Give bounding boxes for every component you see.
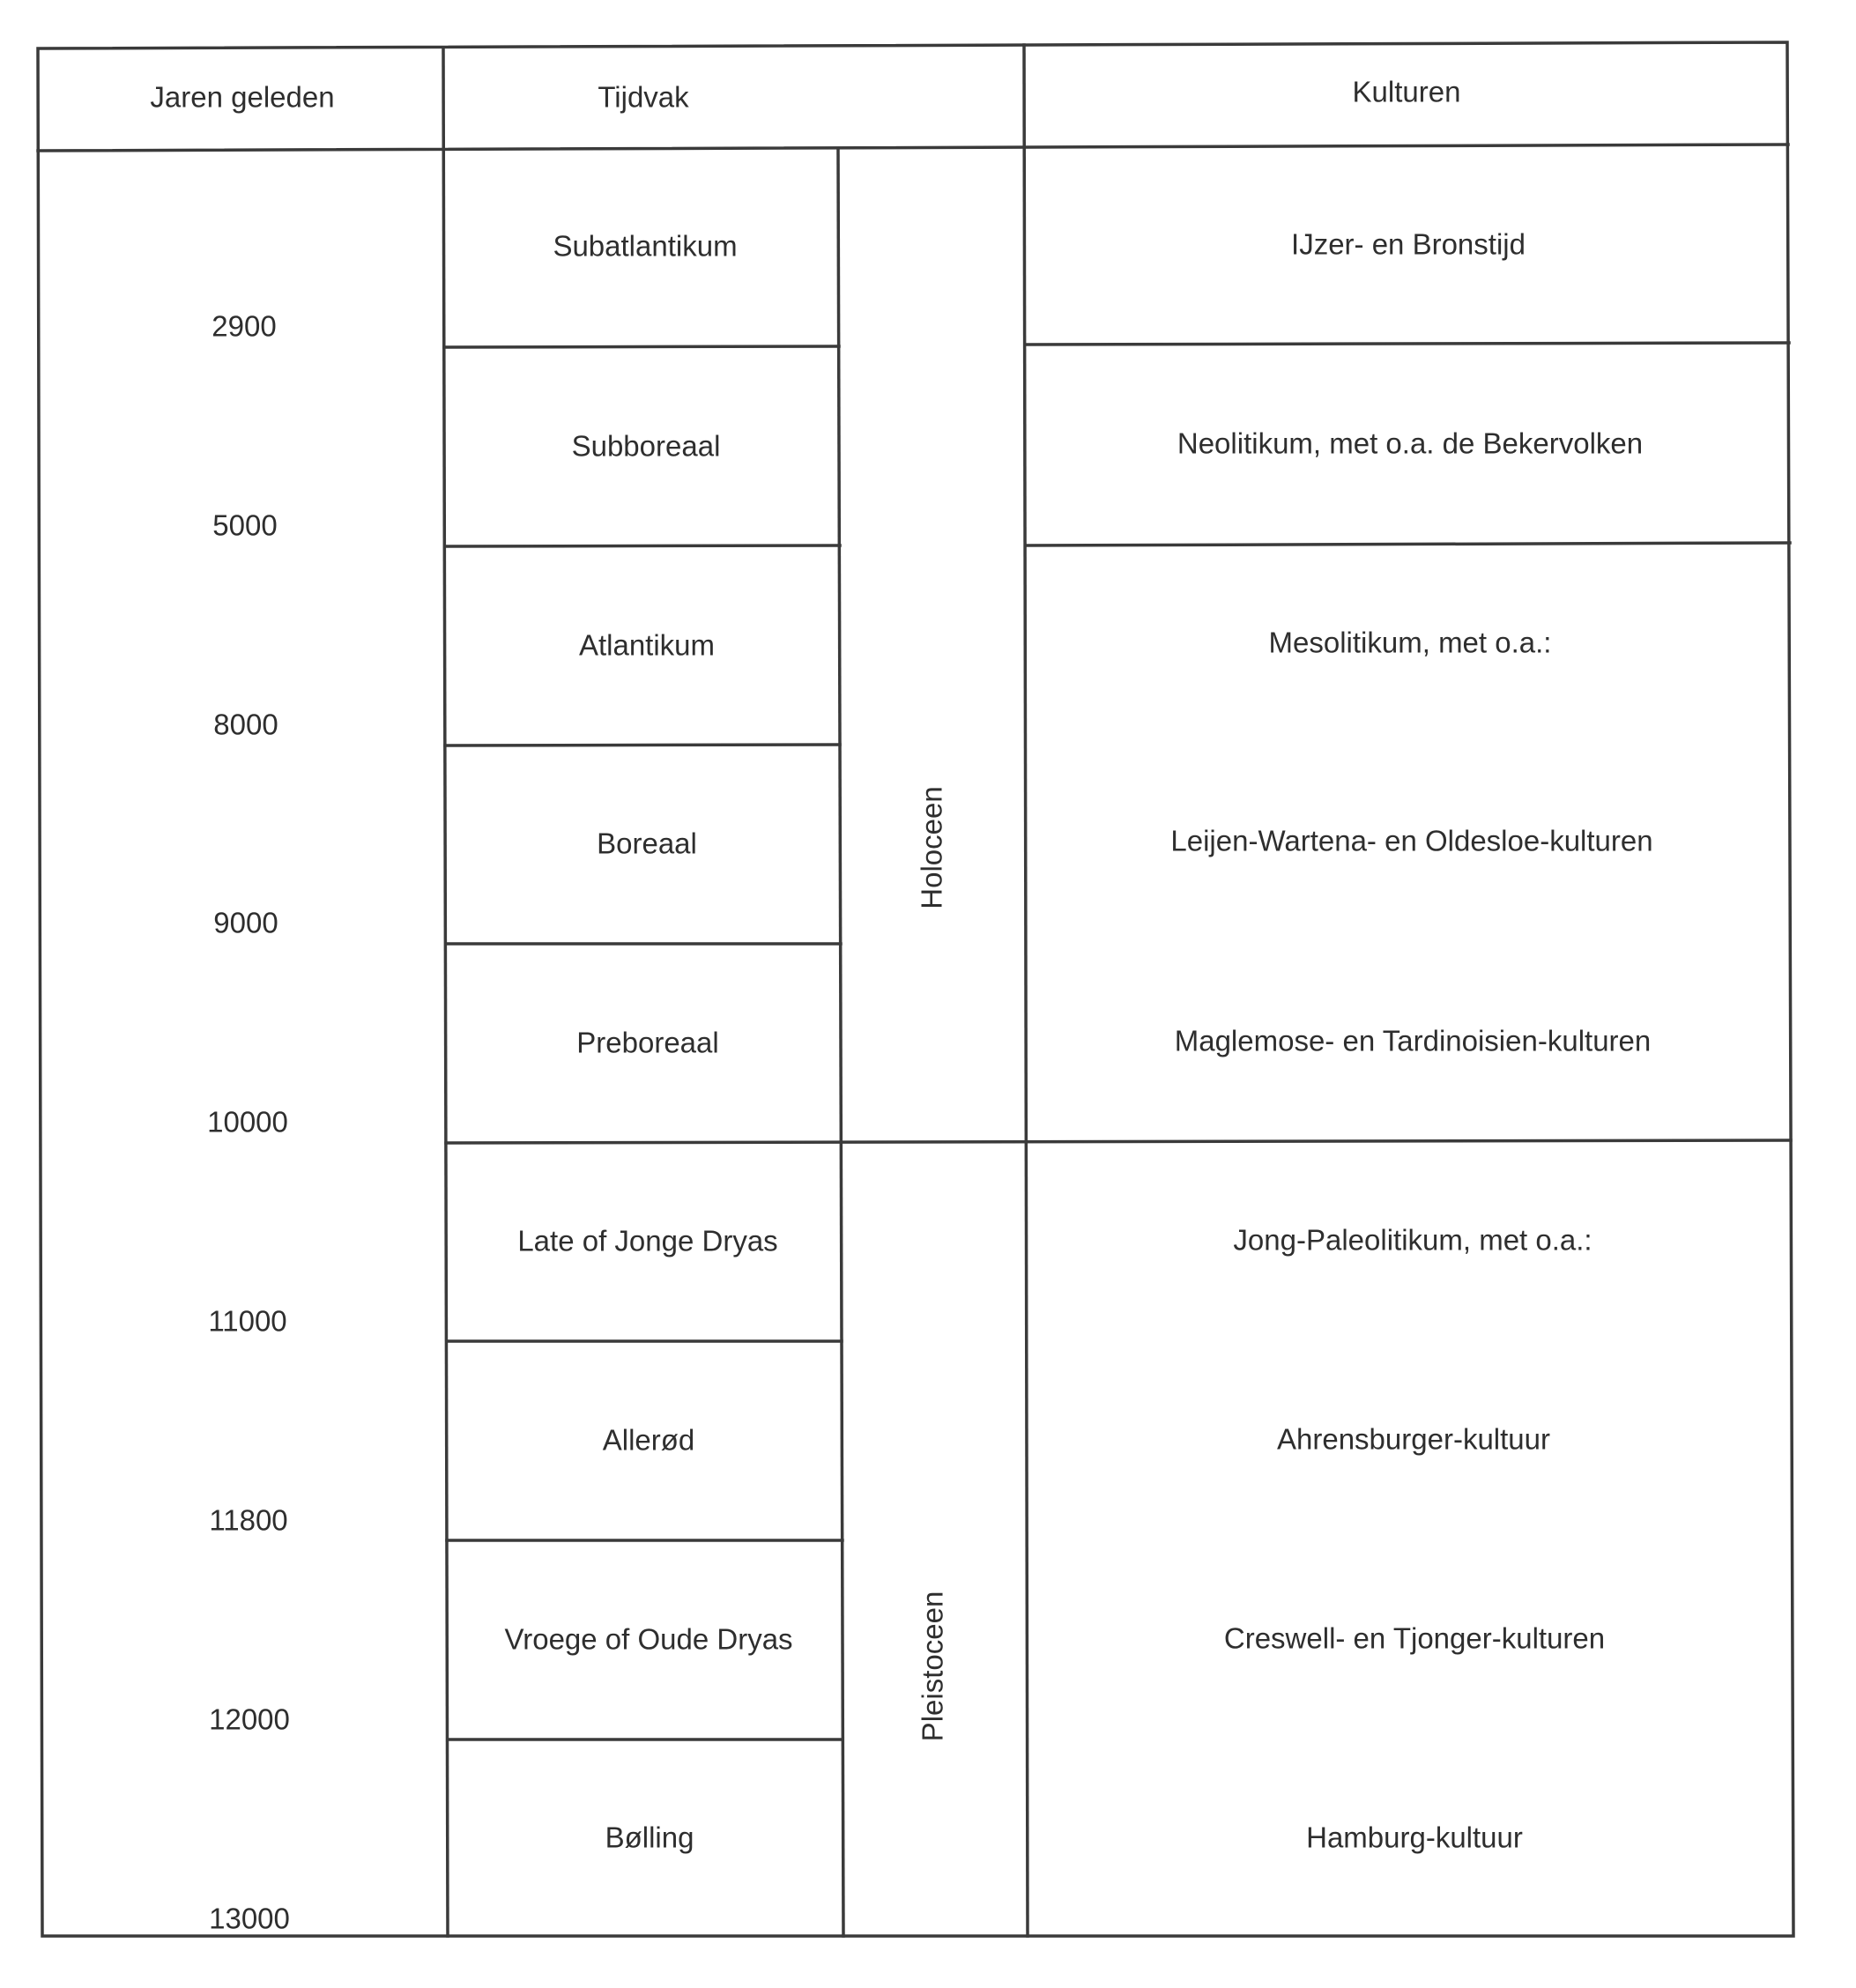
- year-label: 12000: [209, 1702, 290, 1736]
- column-divider-cultures: [1024, 45, 1028, 1936]
- year-label: 13000: [209, 1902, 290, 1935]
- period-cell: Vroege of Oude Dryas: [504, 1622, 793, 1656]
- epoch-holocene: Holoceen: [915, 786, 948, 909]
- culture-cell: Maglemose- en Tardinoisien-kulturen: [1174, 1024, 1652, 1057]
- period-row-divider: [445, 545, 840, 546]
- cultures-column: [1170, 228, 1652, 1854]
- culture-cell: Leijen-Wartena- en Oldesloe-kulturen: [1170, 824, 1653, 857]
- culture-cell: Mesolitikum, met o.a.:: [1268, 626, 1552, 659]
- year-label: 8000: [213, 708, 278, 741]
- year-label: 5000: [212, 508, 278, 542]
- header-years-ago: Jaren geleden: [150, 80, 335, 114]
- column-divider-years: [443, 48, 448, 1936]
- year-label: 10000: [207, 1105, 288, 1139]
- column-divider-epoch: [838, 150, 843, 1936]
- epoch-column: [916, 786, 949, 1741]
- period-row-divider: [445, 745, 840, 746]
- period-cell: Allerød: [602, 1423, 695, 1457]
- year-label: 11000: [208, 1304, 287, 1338]
- culture-cell: IJzer- en Bronstijd: [1291, 227, 1526, 261]
- culture-cell: Neolitikum, met o.a. de Bekervolken: [1177, 427, 1644, 460]
- table-header: [150, 76, 1460, 114]
- header-period: Tijdvak: [598, 80, 689, 114]
- year-label: 11800: [209, 1503, 288, 1537]
- years-column: [207, 310, 290, 1935]
- year-label: 2900: [212, 309, 277, 343]
- epoch-boundary: [446, 1140, 1791, 1143]
- year-label: 9000: [213, 906, 278, 939]
- period-cell: Atlantikum: [578, 628, 716, 662]
- header-cultures: Kulturen: [1352, 75, 1461, 108]
- culture-cell: Jong-Paleolitikum, met o.a.:: [1233, 1223, 1592, 1257]
- period-cell: Preboreaal: [576, 1026, 719, 1059]
- culture-row-divider: [1026, 543, 1790, 545]
- header-divider: [38, 145, 1788, 151]
- period-row-divider: [444, 346, 839, 347]
- culture-cell: Hamburg-kultuur: [1306, 1821, 1523, 1854]
- period-cell: Boreaal: [597, 827, 697, 860]
- epoch-pleistocene: Pleistoceen: [916, 1591, 949, 1742]
- period-column: [504, 230, 792, 1854]
- period-cell: Bølling: [605, 1821, 694, 1854]
- period-cell: Subboreaal: [571, 429, 721, 463]
- culture-cell: Ahrensburger-kultuur: [1277, 1422, 1550, 1456]
- culture-cell: Creswell- en Tjonger-kulturen: [1223, 1621, 1606, 1655]
- period-cell: Subatlantikum: [553, 229, 738, 263]
- period-cell: Late of Jonge Dryas: [517, 1224, 778, 1257]
- culture-row-divider: [1025, 343, 1789, 345]
